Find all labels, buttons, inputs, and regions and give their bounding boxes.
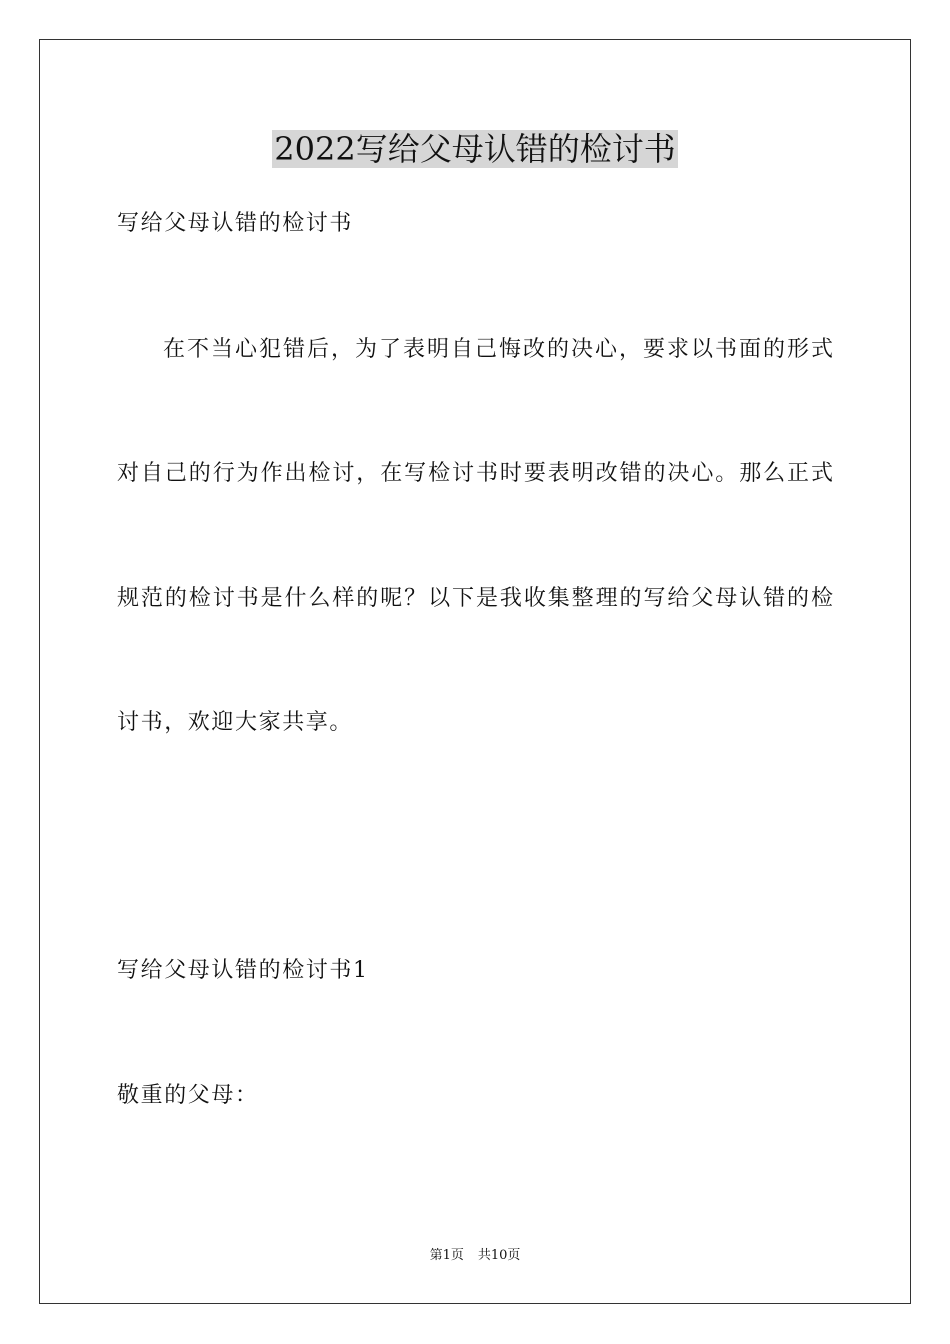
paragraph-line: 规范的检讨书是什么样的呢？以下是我收集整理的写给父母认错的检 bbox=[117, 586, 833, 611]
page-total: 共10页 bbox=[477, 1248, 521, 1263]
salutation-line: 敬重的父母： bbox=[117, 1083, 259, 1108]
document-title bbox=[0, 128, 950, 170]
paragraph-line: 在不当心犯错后，为了表明自己悔改的决心，要求以书面的形式 bbox=[163, 337, 833, 362]
document-title-text: 2022写给父母认错的检讨书 bbox=[274, 130, 676, 168]
paragraph-line: 对自己的行为作出检讨，在写检讨书时要表明改错的决心。那么正式 bbox=[117, 461, 833, 486]
subtitle-line: 写给父母认错的检讨书 bbox=[117, 211, 354, 236]
section-heading: 写给父母认错的检讨书1 bbox=[117, 958, 369, 983]
paragraph-line: 讨书，欢迎大家共享。 bbox=[117, 710, 354, 735]
page-footer bbox=[0, 1247, 950, 1265]
page-number: 第1页 bbox=[429, 1248, 464, 1263]
